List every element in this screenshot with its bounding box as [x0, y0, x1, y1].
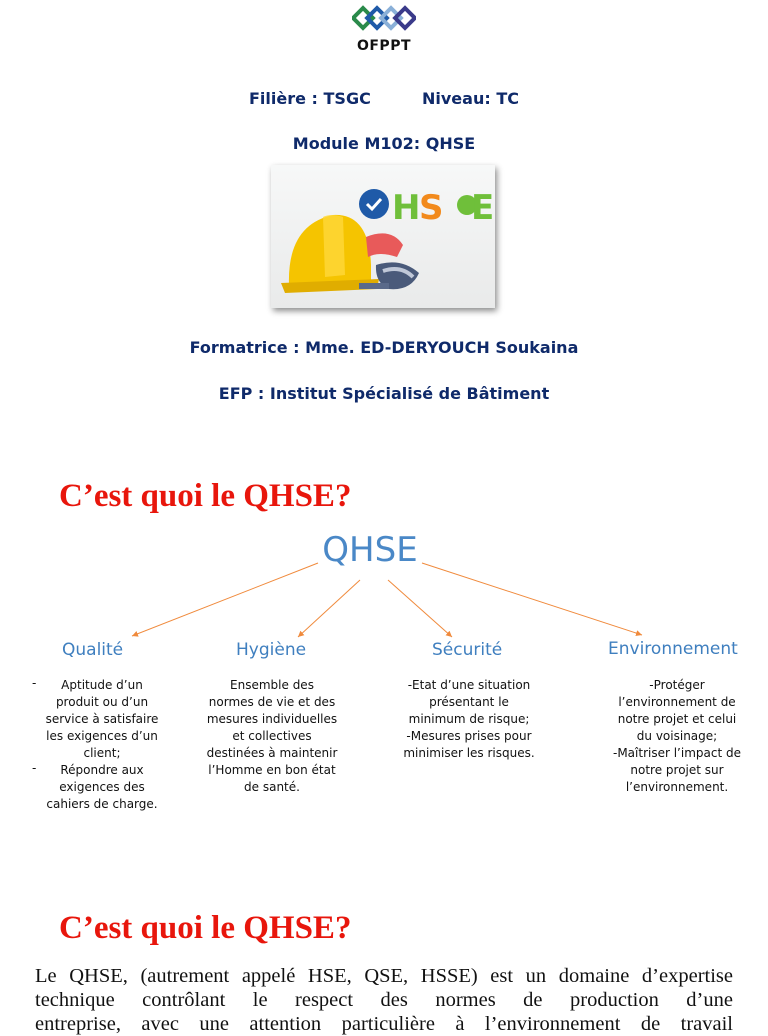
desc-line: destinées à maintenir [206, 746, 338, 760]
desc-line: -Protéger [649, 678, 705, 692]
desc-line: minimum de risque; [408, 712, 530, 726]
desc-line: cahiers de charge. [46, 797, 158, 811]
qhse-letter-e: E [471, 188, 495, 228]
desc-line: du voisinage; [636, 729, 718, 743]
desc-line: minimiser les risques. [403, 746, 535, 760]
qhse-center-label: QHSE [322, 530, 418, 570]
desc-line: -Mesures prises pour [406, 729, 532, 743]
arrow-to-environnement [422, 563, 642, 635]
desc-line: mesures individuelles [206, 712, 338, 726]
qhse-letter-h: H [392, 188, 421, 228]
hygiene-description [204, 677, 340, 796]
securite-description [398, 677, 540, 762]
category-hygiene: Hygiène [236, 640, 307, 660]
efp-label: EFP : Institut Spécialisé de Bâtiment [218, 384, 550, 403]
niveau-label: Niveau: TC [422, 89, 519, 108]
desc-line: -Maîtriser l’impact de [613, 746, 741, 760]
desc-line: présentant le [429, 695, 509, 709]
section2-title: C’est quoi le QHSE? [59, 910, 352, 946]
qualite-description [32, 676, 162, 813]
desc-line: exigences des [59, 780, 145, 794]
desc-line: service à satisfaire [45, 712, 159, 726]
desc-line: client; [83, 746, 121, 760]
desc-line: de santé. [244, 780, 300, 794]
category-qualite: Qualité [62, 640, 124, 660]
environnement-description [604, 677, 750, 796]
desc-line: normes de vie et des [208, 695, 336, 709]
category-securite: Sécurité [432, 640, 503, 660]
arrow-to-hygiene [298, 580, 360, 637]
paragraph-line: entreprise, avec une attention particulière à l’environnement de travail [35, 1013, 733, 1035]
section2-paragraph [35, 964, 733, 1036]
category-environnement: Environnement [608, 639, 738, 659]
desc-line: notre projet sur [630, 763, 724, 777]
desc-line: - Aptitude d’un [32, 676, 143, 692]
formatrice-label: Formatrice : Mme. ED-DERYOUCH Soukaina [189, 338, 579, 357]
desc-line: l’Homme en bon état [208, 763, 336, 777]
desc-line: l’environnement de [618, 695, 736, 709]
arrow-to-qualite [132, 563, 318, 636]
filiere-label: Filière : TSGC [249, 89, 371, 108]
desc-line: l’environnement. [625, 780, 729, 794]
section1-title: C’est quoi le QHSE? [59, 478, 352, 514]
arrow-to-securite [388, 580, 452, 637]
paragraph-line: Le QHSE, (autrement appelé HSE, QSE, HSSE) est un domaine d’expertise [35, 965, 733, 987]
paragraph-line: technique contrôlant le respect des normes de production d’une [35, 989, 733, 1011]
desc-line: Ensemble des [230, 678, 314, 692]
desc-line: - Répondre aux [32, 761, 144, 777]
desc-line: notre projet et celui [617, 712, 737, 726]
desc-line: et collectives [232, 729, 312, 743]
logo-text: OFPPT [356, 38, 412, 54]
qhse-letter-s: S [419, 188, 444, 228]
desc-line: -Etat d’une situation [407, 678, 531, 692]
desc-line: produit ou d’un [55, 695, 149, 709]
module-label: Module M102: QHSE [292, 134, 476, 153]
desc-line: les exigences d’un [46, 729, 158, 743]
